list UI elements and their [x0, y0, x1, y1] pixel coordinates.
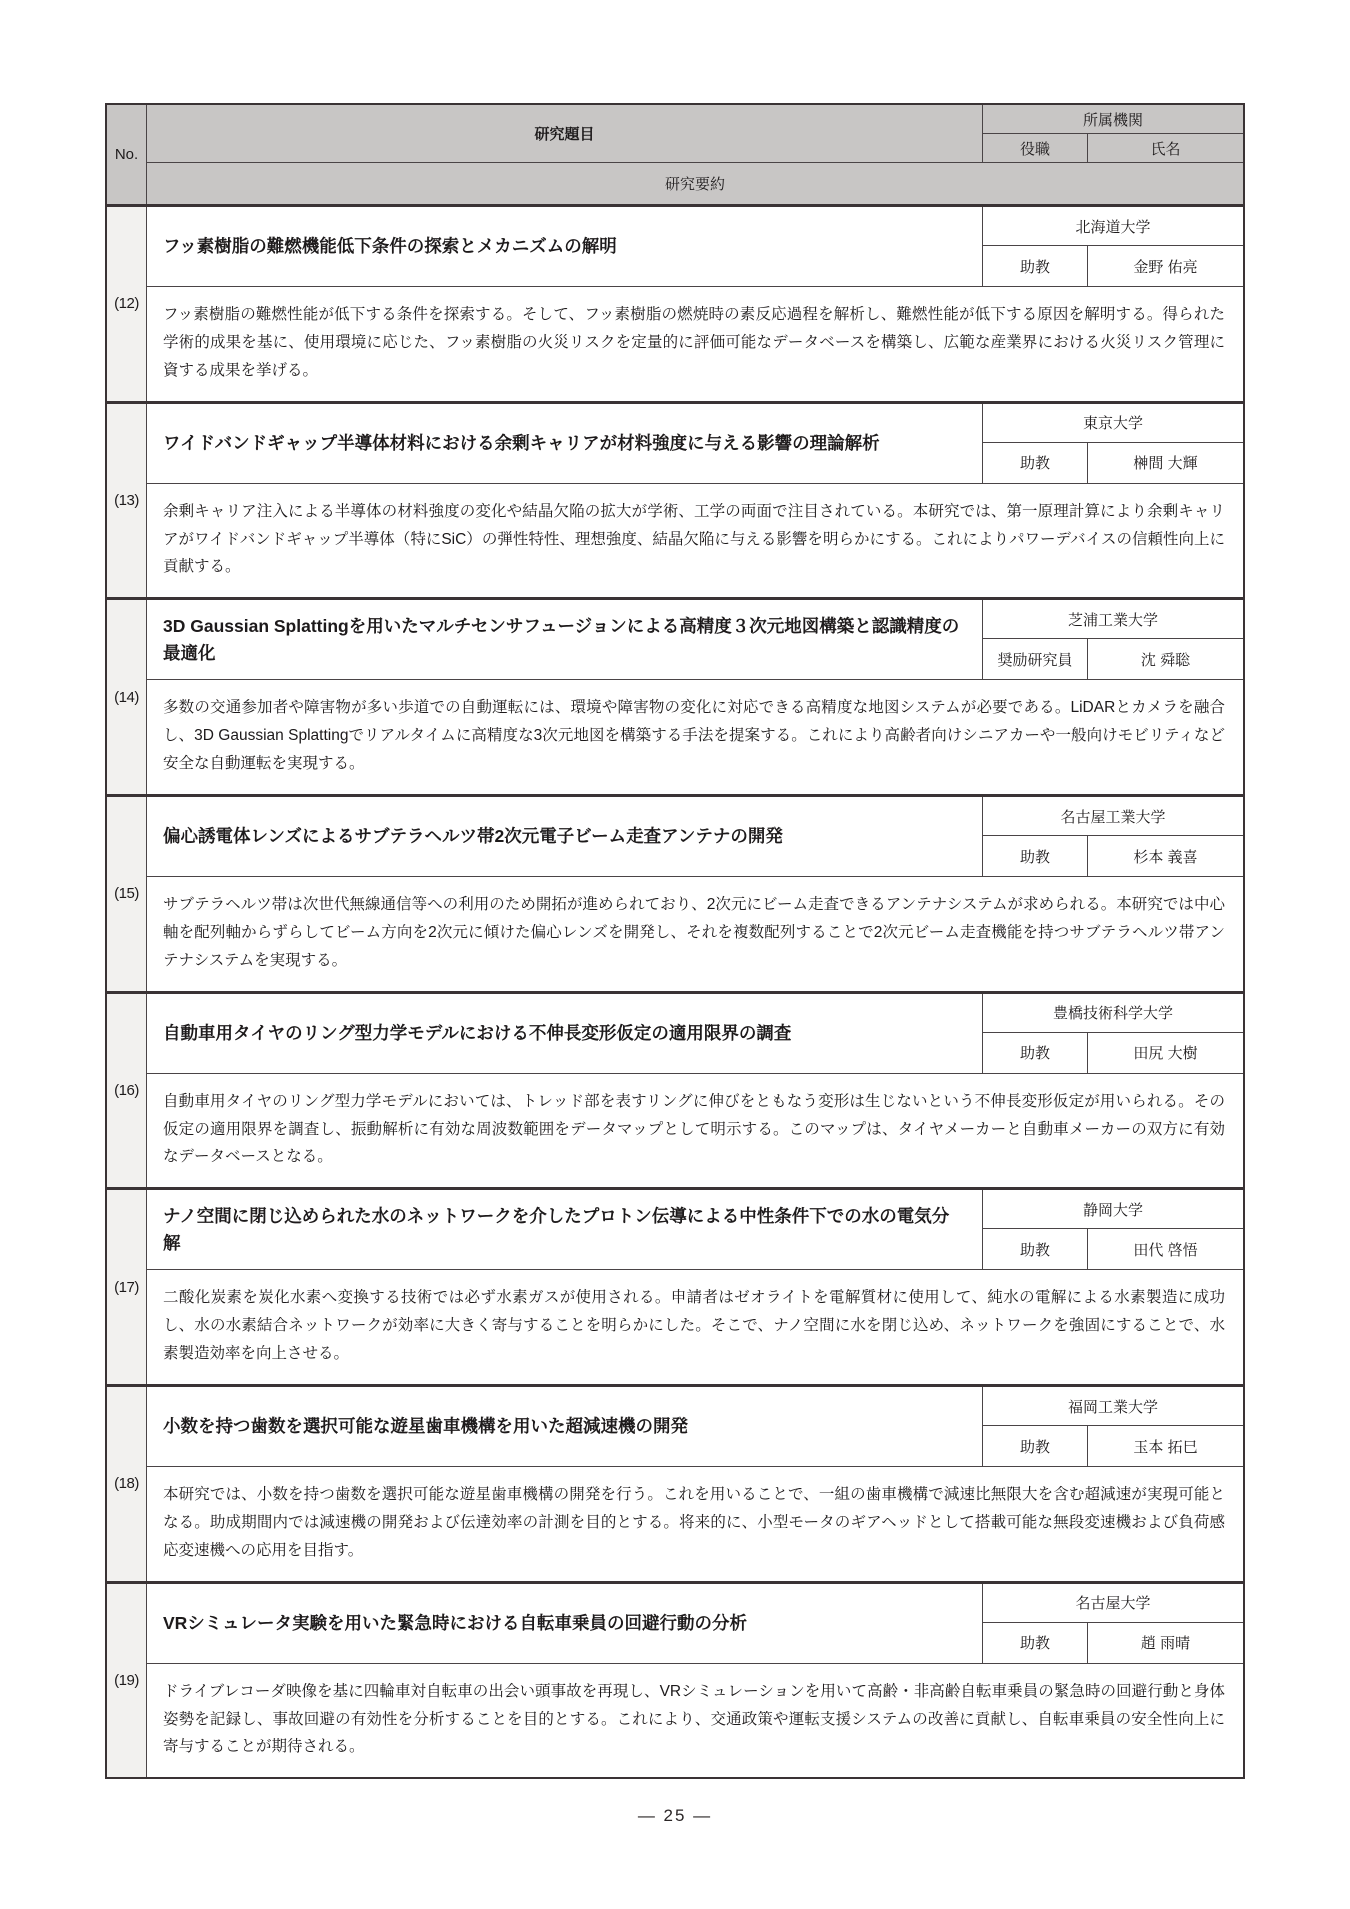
- table-body: [107, 207, 1243, 1777]
- table-row: [107, 1581, 1243, 1778]
- institution: 静岡大学: [983, 1190, 1243, 1229]
- research-title: VRシミュレータ実験を用いた緊急時における自転車乗員の回避行動の分析: [147, 1584, 983, 1663]
- row-number: (19): [107, 1584, 147, 1778]
- affiliation-block: [983, 797, 1243, 876]
- position: 助教: [983, 1033, 1088, 1073]
- header-summary: 研究要約: [147, 162, 1243, 204]
- table-header: [107, 105, 1243, 207]
- research-summary: 多数の交通参加者や障害物が多い歩道での自動運転には、環境や障害物の変化に対応できる高精度な地図システムが必要である。LiDARとカメラを融合し、3D Gaussian Splattingでリアルタイムに高精度な3次元地図を構築する手法を提案する。これにより高齢者向けシニアカーや一般向けモビリティなど安全な自動運転を実現する。: [163, 699, 1225, 773]
- person-row: [983, 246, 1243, 286]
- header-no: No.: [107, 105, 147, 204]
- row-number: (14): [107, 600, 147, 794]
- row-top: [147, 1584, 1243, 1664]
- row-main: [147, 797, 1243, 991]
- affiliation-block: [983, 404, 1243, 483]
- position: 助教: [983, 1623, 1088, 1663]
- affiliation-block: [983, 1190, 1243, 1269]
- researcher-name: 玉本 拓巳: [1133, 1438, 1198, 1456]
- researcher-name: 金野 佑亮: [1133, 258, 1198, 276]
- row-number: (12): [107, 207, 147, 401]
- row-main: [147, 600, 1243, 794]
- research-title: 3D Gaussian Splattingを用いたマルチセンサフュージョンによる高精度３次元地図構築と認識精度の最適化: [147, 600, 983, 679]
- research-summary: 余剰キャリア注入による半導体の材料強度の変化や結晶欠陥の拡大が学術、工学の両面で注目されている。本研究では、第一原理計算により余剰キャリアがワイドバンドギャップ半導体（特にSiC）の弾性特性、理想強度、結晶欠陥に与える影響を明らかにする。これによりパワーデバイスの信頼性向上に貢献する。: [163, 502, 1225, 576]
- table-row: [107, 207, 1243, 401]
- institution: 東京大学: [983, 404, 1243, 443]
- table-row: [107, 401, 1243, 598]
- researcher-name: 趙 雨晴: [1140, 1635, 1191, 1653]
- row-main: [147, 207, 1243, 401]
- table-row: [107, 1384, 1243, 1581]
- institution: 福岡工業大学: [983, 1387, 1243, 1426]
- table-header-main: [147, 105, 1243, 204]
- person-row: [983, 1426, 1243, 1466]
- row-top: [147, 1387, 1243, 1467]
- row-top: [147, 797, 1243, 877]
- position: 助教: [983, 1229, 1088, 1269]
- research-title: ワイドバンドギャップ半導体材料における余剰キャリアが材料強度に与える影響の理論解析: [147, 404, 983, 483]
- table-header-top: [147, 105, 1243, 162]
- research-title: 偏心誘電体レンズによるサブテラヘルツ帯2次元電子ビーム走査アンテナの開発: [147, 797, 983, 876]
- header-affiliation: 所属機関: [983, 105, 1243, 134]
- affiliation-block: [983, 1584, 1243, 1663]
- affiliation-block: [983, 1387, 1243, 1466]
- research-title: ナノ空間に閉じ込められた水のネットワークを介したプロトン伝導による中性条件下での水の電気分解: [147, 1190, 983, 1269]
- row-main: [147, 994, 1243, 1188]
- affiliation-block: [983, 207, 1243, 286]
- institution: 豊橋技術科学大学: [983, 994, 1243, 1033]
- header-position: 役職: [983, 134, 1088, 162]
- table-row: [107, 794, 1243, 991]
- research-title: 自動車用タイヤのリング型力学モデルにおける不伸長変形仮定の適用限界の調査: [147, 994, 983, 1073]
- institution: 名古屋工業大学: [983, 797, 1243, 836]
- research-summary: ドライブレコーダ映像を基に四輪車対自転車の出会い頭事故を再現し、VRシミュレーションを用いて高齢・非高齢自転車乗員の緊急時の回避行動と身体姿勢を記録し、事故回避の有効性を分析することを目的とする。これにより、交通政策や運転支援システムの改善に貢献し、自転車乗員の安全性向上に寄与することが期待される。: [163, 1682, 1225, 1756]
- header-name: 氏名: [1150, 140, 1181, 158]
- institution: 芝浦工業大学: [983, 600, 1243, 639]
- row-main: [147, 1387, 1243, 1581]
- row-top: [147, 404, 1243, 484]
- row-top: [147, 207, 1243, 287]
- row-number: (15): [107, 797, 147, 991]
- position: 助教: [983, 246, 1088, 286]
- row-number: (18): [107, 1387, 147, 1581]
- row-main: [147, 1584, 1243, 1778]
- table-row: [107, 597, 1243, 794]
- research-summary: 二酸化炭素を炭化水素へ変換する技術では必ず水素ガスが使用される。申請者はゼオライトを電解質材に使用して、純水の電解による水素製造に成功し、水の水素結合ネットワークが効率に大きく寄与することを明らかにした。そこで、ナノ空間に水を閉じ込め、ネットワークを強固にすることで、水素製造効率を向上させる。: [163, 1289, 1225, 1363]
- research-summary: フッ素樹脂の難燃性能が低下する条件を探索する。そして、フッ素樹脂の燃焼時の素反応過程を解析し、難燃性能が低下する原因を解明する。得られた学術的成果を基に、使用環境に応じた、フッ素樹脂の火災リスクを定量的に評価可能なデータベースを構築し、広範な産業界における火災リスク管理に資する成果を挙げる。: [163, 306, 1225, 379]
- table-header-affiliation-block: [983, 105, 1243, 162]
- position: 助教: [983, 836, 1088, 876]
- row-number: (13): [107, 404, 147, 598]
- research-summary: サブテラヘルツ帯は次世代無線通信等への利用のため開拓が進められており、2次元にビーム走査できるアンテナシステムが求められる。本研究では中心軸を配列軸からずらしてビーム方向を2次元に傾けた偏心レンズを開発し、それを複数配列することで2次元ビーム走査機能を持つサブテラヘルツ帯アンテナシステムを実現する。: [163, 896, 1225, 969]
- person-row: [983, 836, 1243, 876]
- researcher-name: 榊間 大輝: [1133, 455, 1198, 473]
- row-number: (16): [107, 994, 147, 1188]
- page-number: — 25 —: [637, 1806, 713, 1825]
- person-row: [983, 639, 1243, 679]
- person-row: [983, 1229, 1243, 1269]
- row-main: [147, 1190, 1243, 1384]
- affiliation-block: [983, 600, 1243, 679]
- position: 助教: [983, 443, 1088, 483]
- position: 奨励研究員: [983, 639, 1088, 679]
- row-top: [147, 600, 1243, 680]
- row-top: [147, 994, 1243, 1074]
- researcher-name: 田代 啓悟: [1133, 1241, 1198, 1259]
- table-header-person-row: [983, 134, 1243, 162]
- table-row: [107, 1187, 1243, 1384]
- person-row: [983, 1623, 1243, 1663]
- header-research-title: 研究題目: [147, 105, 983, 162]
- research-summary: 自動車用タイヤのリング型力学モデルにおいては、トレッド部を表すリングに伸びをともなう変形は生じないという不伸長変形仮定が用いられる。その仮定の適用限界を調査し、振動解析に有効な周波数範囲をデータマップとして明示する。このマップは、タイヤメーカーと自動車メーカーの双方に有効なデータベースとなる。: [163, 1092, 1225, 1166]
- institution: 北海道大学: [983, 207, 1243, 246]
- person-row: [983, 1033, 1243, 1073]
- research-title: フッ素樹脂の難燃機能低下条件の探索とメカニズムの解明: [147, 207, 983, 286]
- research-summary: 本研究では、小数を持つ歯数を選択可能な遊星歯車機構の開発を行う。これを用いることで、一組の歯車機構で減速比無限大を含む超減速が実現可能となる。助成期間内では減速機の開発および伝達効率の計測を目的とする。将来的に、小型モータのギアヘッドとして搭載可能な無段変速機および負荷感応変速機への応用を目指す。: [163, 1486, 1225, 1559]
- research-title: 小数を持つ歯数を選択可能な遊星歯車機構を用いた超減速機の開発: [147, 1387, 983, 1466]
- row-top: [147, 1190, 1243, 1270]
- table-row: [107, 991, 1243, 1188]
- research-grant-table: [105, 103, 1245, 1779]
- position: 助教: [983, 1426, 1088, 1466]
- researcher-name: 沈 舜聡: [1140, 651, 1191, 669]
- institution: 名古屋大学: [983, 1584, 1243, 1623]
- researcher-name: 杉本 義喜: [1133, 848, 1198, 866]
- row-number: (17): [107, 1190, 147, 1384]
- row-main: [147, 404, 1243, 598]
- person-row: [983, 443, 1243, 483]
- affiliation-block: [983, 994, 1243, 1073]
- researcher-name: 田尻 大樹: [1133, 1045, 1198, 1063]
